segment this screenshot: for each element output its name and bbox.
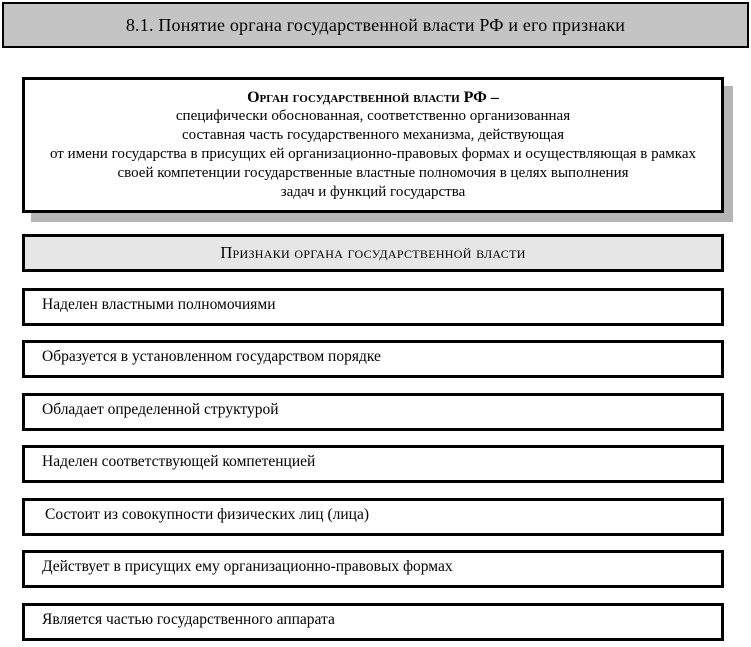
feature-item (22, 498, 724, 536)
feature-item-label: Обладает определенной структурой (42, 401, 279, 418)
features-header (22, 234, 724, 272)
feature-item (22, 603, 724, 641)
definition-line: задач и функций государства (280, 184, 466, 200)
feature-item-label: Является частью государственного аппарата (42, 611, 335, 628)
definition-line: своей компетенции государственные властные полномочия в целях выполнения (117, 165, 629, 181)
definition-line: составная часть государственного механизма, действующая (181, 127, 565, 143)
feature-item (22, 288, 724, 326)
definition-line: от имени государства в присущих ей организационно-правовых формах и осуществляющая в рамках (49, 146, 697, 162)
feature-item-label: Наделен соответствующей компетенцией (42, 453, 316, 470)
feature-item-label: Наделен властными полномочиями (42, 296, 276, 313)
feature-item (22, 550, 724, 588)
feature-item-label: Состоит из совокупности физических лиц (лица) (45, 506, 369, 523)
features-header-label: Признаки органа государственной власти (220, 243, 526, 262)
feature-item (22, 445, 724, 483)
feature-item (22, 393, 724, 431)
definition-box (22, 77, 724, 213)
page-title: 8.1. Понятие органа государственной власти РФ и его признаки (125, 14, 626, 35)
feature-item (22, 340, 724, 378)
definition-heading: Орган государственной власти РФ – (247, 89, 499, 106)
feature-item-label: Действует в присущих ему организационно-правовых формах (42, 558, 453, 575)
page-title-bar (2, 2, 749, 48)
definition-line: специфически обоснованная, соответственно организованная (175, 108, 571, 124)
feature-item-label: Образуется в установленном государством порядке (42, 348, 381, 365)
